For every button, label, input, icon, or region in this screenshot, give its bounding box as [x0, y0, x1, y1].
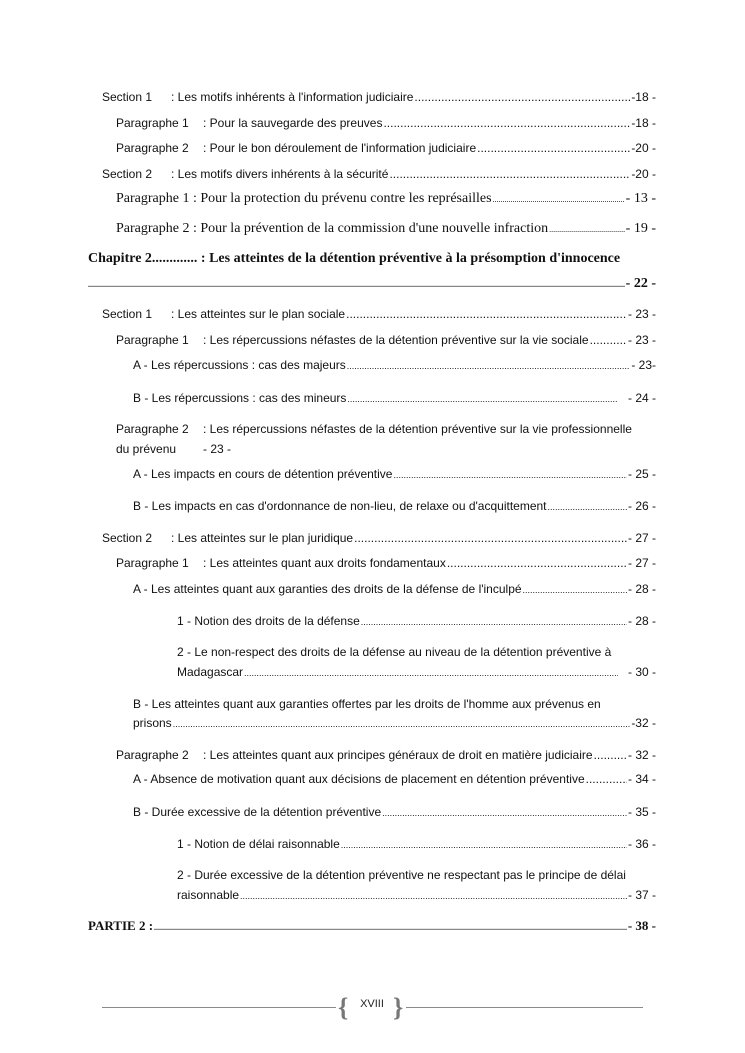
toc-entry-continuation: [177, 665, 656, 681]
toc-entry: [116, 191, 656, 207]
dot-leader: [493, 192, 625, 207]
toc-entry: [116, 221, 656, 237]
toc-entry: [116, 422, 656, 437]
dot-leader: [414, 90, 630, 105]
toc-entry: [177, 868, 656, 883]
entry-label: Section 2: [102, 531, 153, 545]
toc-entry-continuation: [177, 888, 656, 904]
entry-title: Chapitre 2............. : Les atteintes de la détention préventive à la présomption d'innocence: [88, 251, 621, 266]
entry-title: : Les atteintes quant aux principes généraux de droit en matière judiciaire: [203, 748, 593, 762]
toc-entry: [177, 614, 656, 630]
entry-page: - 23 -: [203, 442, 232, 456]
dot-leader: [447, 556, 627, 571]
entry-page: - 35 -: [627, 805, 656, 819]
entry-page: - 30 -: [627, 665, 656, 679]
chapter-heading: [88, 251, 656, 266]
toc-entry: [102, 307, 656, 322]
entry-title: A - Absence de motivation quant aux décisions de placement en détention préventive: [133, 772, 585, 786]
entry-title: : Les motifs divers inhérents à la sécurité: [171, 167, 389, 181]
toc-entry-continuation: [116, 442, 656, 457]
entry-title: 1 - Notion des droits de la défense: [177, 614, 360, 628]
entry-page: - 19 -: [625, 221, 656, 236]
toc-entry: [133, 697, 656, 712]
entry-title: PARTIE 2 :: [88, 918, 154, 933]
toc-entry: [133, 499, 656, 515]
toc-entry: [133, 391, 656, 407]
dot-leader: [477, 141, 630, 156]
entry-label: Paragraphe 2: [116, 141, 189, 155]
toc-entry-continuation: [133, 716, 656, 732]
entry-title: : Les répercussions néfastes de la détention préventive sur la vie sociale: [203, 333, 589, 347]
entry-label: Section 1: [102, 90, 153, 104]
entry-title: : Les atteintes quant aux droits fondamentaux: [203, 556, 446, 570]
toc-entry: [133, 772, 656, 787]
entry-title: : Les atteintes sur le plan sociale: [171, 307, 346, 321]
entry-page: - 27 -: [627, 556, 656, 570]
dot-leader: [594, 748, 627, 763]
entry-page: - 38 -: [627, 918, 656, 933]
entry-page: - 24 -: [627, 391, 656, 405]
dot-leader: [347, 359, 631, 374]
footer-rule-right: [406, 1007, 643, 1008]
entry-title: 2 - Durée excessive de la détention préventive ne respectant pas le principe de délai: [177, 868, 626, 882]
entry-page: - 23 -: [627, 333, 656, 347]
entry-title: prisons: [133, 716, 172, 730]
entry-title: B - Durée excessive de la détention préventive: [133, 805, 382, 819]
dot-leader: [549, 222, 625, 237]
entry-page: - 27 -: [627, 531, 656, 545]
dot-leader: [590, 333, 627, 348]
toc-entry: [116, 333, 656, 348]
entry-title: : Pour la sauvegarde des preuves: [203, 116, 383, 130]
toc-entry: [177, 645, 656, 660]
dot-leader: [523, 583, 627, 598]
toc-entry: [116, 556, 656, 571]
entry-page: - 23 -: [627, 307, 656, 321]
entry-label: Section 2: [102, 167, 153, 181]
entry-page: - 32 -: [627, 748, 656, 762]
toc-entry: [102, 167, 656, 182]
left-brace-icon: {: [338, 993, 349, 1022]
entry-page: - 34 -: [627, 772, 656, 786]
toc-entry: [116, 748, 656, 763]
toc-entry: [133, 582, 656, 598]
dot-leader: [173, 717, 631, 732]
entry-page: - 36 -: [627, 837, 656, 851]
toc-entry: [102, 531, 656, 546]
entry-label: Paragraphe 2: [116, 748, 189, 762]
entry-label: Paragraphe 1: [116, 556, 189, 570]
entry-label: Section 1: [102, 307, 153, 321]
entry-label: Paragraphe 2: [116, 422, 189, 436]
dot-leader: [154, 920, 627, 935]
dot-leader: [244, 666, 618, 681]
entry-title: A - Les impacts en cours de détention préventive: [133, 467, 393, 481]
dot-leader: [361, 615, 627, 630]
toc-entry: [88, 276, 656, 292]
entry-page: - 37 -: [627, 888, 656, 902]
entry-page: -20 -: [631, 141, 656, 155]
page-number: XVIII: [360, 998, 384, 1010]
toc-entry: [177, 837, 656, 853]
part-heading: [88, 918, 656, 935]
toc-entry: [133, 467, 656, 483]
entry-title: B - Les atteintes quant aux garanties offertes par les droits de l'homme aux prévenus en: [133, 697, 601, 711]
dot-leader: [88, 277, 625, 292]
entry-title: raisonnable: [177, 888, 240, 902]
footer-rule-left: [102, 1007, 336, 1008]
entry-title: : Les motifs inhérents à l'information judiciaire: [171, 90, 414, 104]
entry-label: Paragraphe 1: [116, 116, 189, 130]
entry-title: : Les répercussions néfastes de la détention préventive sur la vie professionnelle: [203, 422, 632, 436]
entry-title: Madagascar: [177, 665, 244, 679]
dot-leader: [347, 392, 618, 407]
entry-page: - 25 -: [627, 467, 656, 481]
entry-title: : Les atteintes sur le plan juridique: [171, 531, 354, 545]
dot-leader: [341, 838, 627, 853]
entry-page: -20 -: [631, 167, 656, 181]
entry-title: A - Les atteintes quant aux garanties des droits de la défense de l'inculpé: [133, 582, 522, 596]
entry-page: - 28 -: [627, 582, 656, 596]
entry-title: B - Les répercussions : cas des mineurs: [133, 391, 347, 405]
right-brace-icon: }: [393, 993, 404, 1022]
entry-title: A - Les répercussions : cas des majeurs: [133, 358, 346, 372]
dot-leader: [389, 167, 630, 182]
dot-leader: [383, 116, 630, 131]
entry-label: Paragraphe 1: [116, 333, 189, 347]
entry-title: Paragraphe 2 : Pour la prévention de la commission d'une nouvelle infraction: [116, 221, 549, 236]
entry-title: Paragraphe 1 : Pour la protection du prévenu contre les représailles: [116, 191, 492, 206]
dot-leader: [382, 806, 627, 821]
entry-page: - 13 -: [625, 191, 656, 206]
dot-leader: [346, 307, 627, 322]
entry-page: -18 -: [631, 90, 656, 104]
entry-page: -18 -: [631, 116, 656, 130]
dot-leader: [240, 889, 627, 904]
dot-leader: [548, 500, 627, 515]
entry-title: 1 - Notion de délai raisonnable: [177, 837, 340, 851]
toc-entry: [116, 141, 656, 156]
toc-entry: [133, 358, 656, 374]
entry-page: -32 -: [631, 716, 656, 730]
toc-entry: [116, 116, 656, 131]
dot-leader: [586, 772, 627, 787]
entry-title: : Pour le bon déroulement de l'information judiciaire: [203, 141, 477, 155]
toc-entry: [102, 90, 656, 105]
entry-title: 2 - Le non-respect des droits de la défense au niveau de la détention préventive à: [177, 645, 612, 659]
dot-leader: [354, 531, 627, 546]
dot-leader: [393, 468, 627, 483]
entry-page: - 28 -: [627, 614, 656, 628]
entry-page: - 22 -: [625, 276, 656, 291]
entry-title: B - Les impacts en cas d'ordonnance de non-lieu, de relaxe ou d'acquittement: [133, 499, 547, 513]
toc-entry: [133, 805, 656, 821]
entry-page: - 26 -: [627, 499, 656, 513]
entry-page: - 23-: [631, 358, 656, 372]
entry-label: du prévenu: [116, 442, 177, 456]
